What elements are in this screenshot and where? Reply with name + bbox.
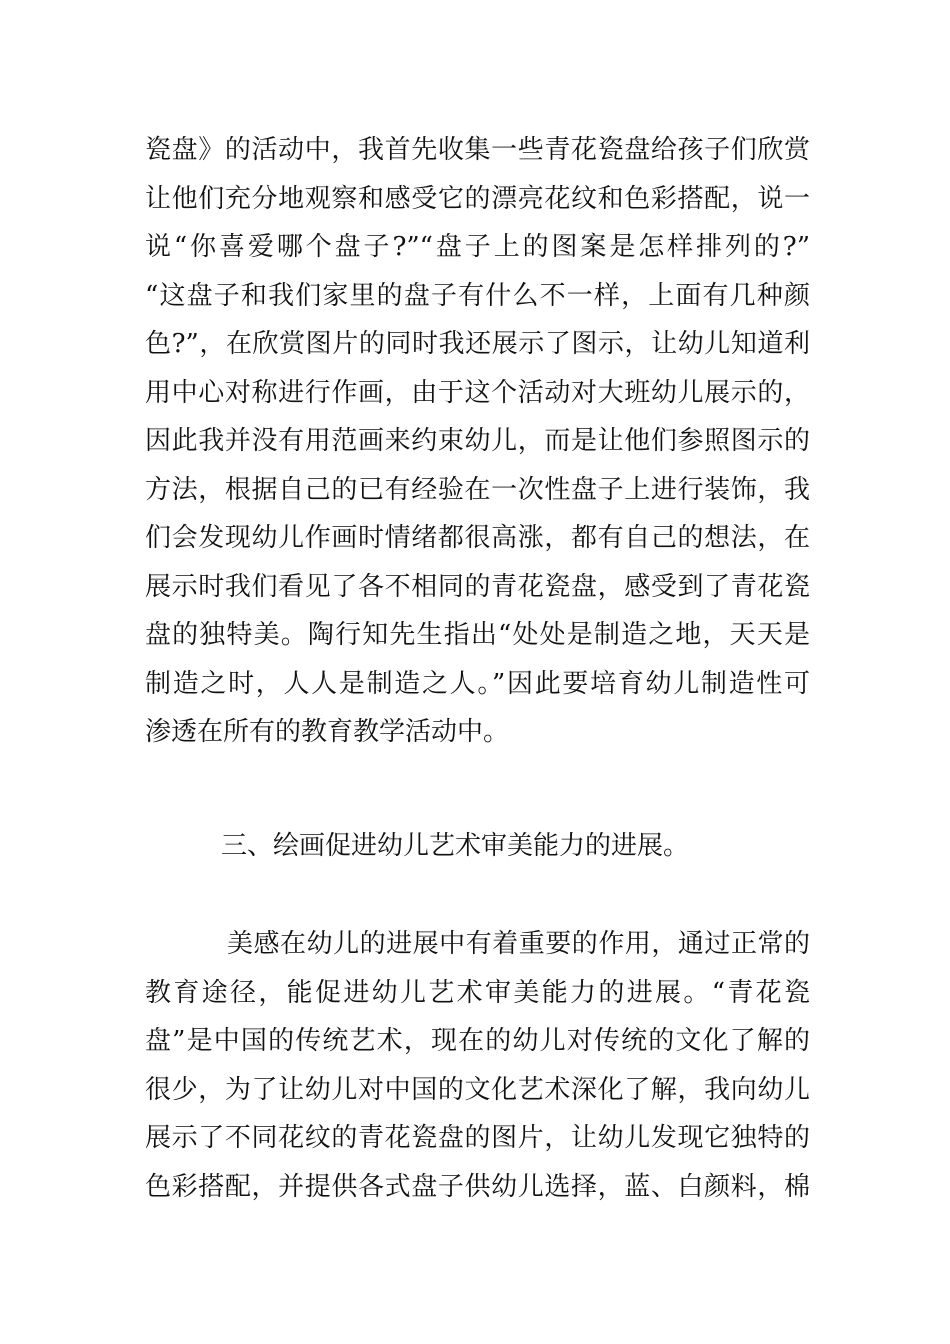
paragraph-line: 美感在幼儿的进展中有着重要的作用，通过正常的 — [227, 929, 810, 959]
body-paragraph-2 — [145, 920, 810, 1211]
paragraph-line: 瓷盘》的活动中，我首先收集一些青花瓷盘给孩子们欣赏 — [145, 135, 810, 165]
paragraph-line: 让他们充分地观察和感受它的漂亮花纹和色彩搭配，说一 — [145, 183, 810, 214]
paragraph-line: 展示了不同花纹的青花瓷盘的图片，让幼儿发现它独特的 — [145, 1123, 810, 1153]
paragraph-line: 盘的独特美。陶行知先生指出“处处是制造之地，天天是 — [145, 620, 810, 650]
paragraph-line: 方法，根据自己的已有经验在一次性盘子上进行装饰，我 — [145, 474, 810, 505]
paragraph-line: 教育途径，能促进幼儿艺术审美能力的进展。“青花瓷 — [145, 977, 810, 1008]
body-paragraph-1 — [145, 126, 810, 757]
paragraph-line: 盘”是中国的传统艺术，现在的幼儿对传统的文化了解的 — [145, 1026, 810, 1056]
section-heading — [145, 822, 810, 871]
paragraph-line: 制造之时，人人是制造之人。”因此要培育幼儿制造性可 — [145, 668, 810, 699]
paragraph-line: 因此我并没有用范画来约束幼儿，而是让他们参照图示的 — [145, 426, 810, 456]
paragraph-line: 展示时我们看见了各不相同的青花瓷盘，感受到了青花瓷 — [145, 571, 810, 602]
paragraph-line: 用中心对称进行作画，由于这个活动对大班幼儿展示的， — [145, 377, 810, 408]
paragraph-line: “这盘子和我们家里的盘子有什么不一样，上面有几种颜 — [145, 280, 810, 311]
paragraph-line: 色彩搭配，并提供各式盘子供幼儿选择，蓝、白颜料，棉 — [145, 1171, 810, 1202]
paragraph-line: 色?”，在欣赏图片的同时我还展示了图示，让幼儿知道利 — [145, 329, 810, 359]
paragraph-line: 说“你喜爱哪个盘子?”“盘子上的图案是怎样排列的?” — [145, 232, 810, 262]
section-heading-text: 三、绘画促进幼儿艺术审美能力的进展。 — [221, 831, 690, 861]
paragraph-line: 们会发现幼儿作画时情绪都很高涨，都有自己的想法，在 — [145, 523, 810, 553]
paragraph-line: 很少，为了让幼儿对中国的文化艺术深化了解，我向幼儿 — [145, 1074, 810, 1105]
paragraph-line: 渗透在所有的教育教学活动中。 — [145, 717, 510, 747]
